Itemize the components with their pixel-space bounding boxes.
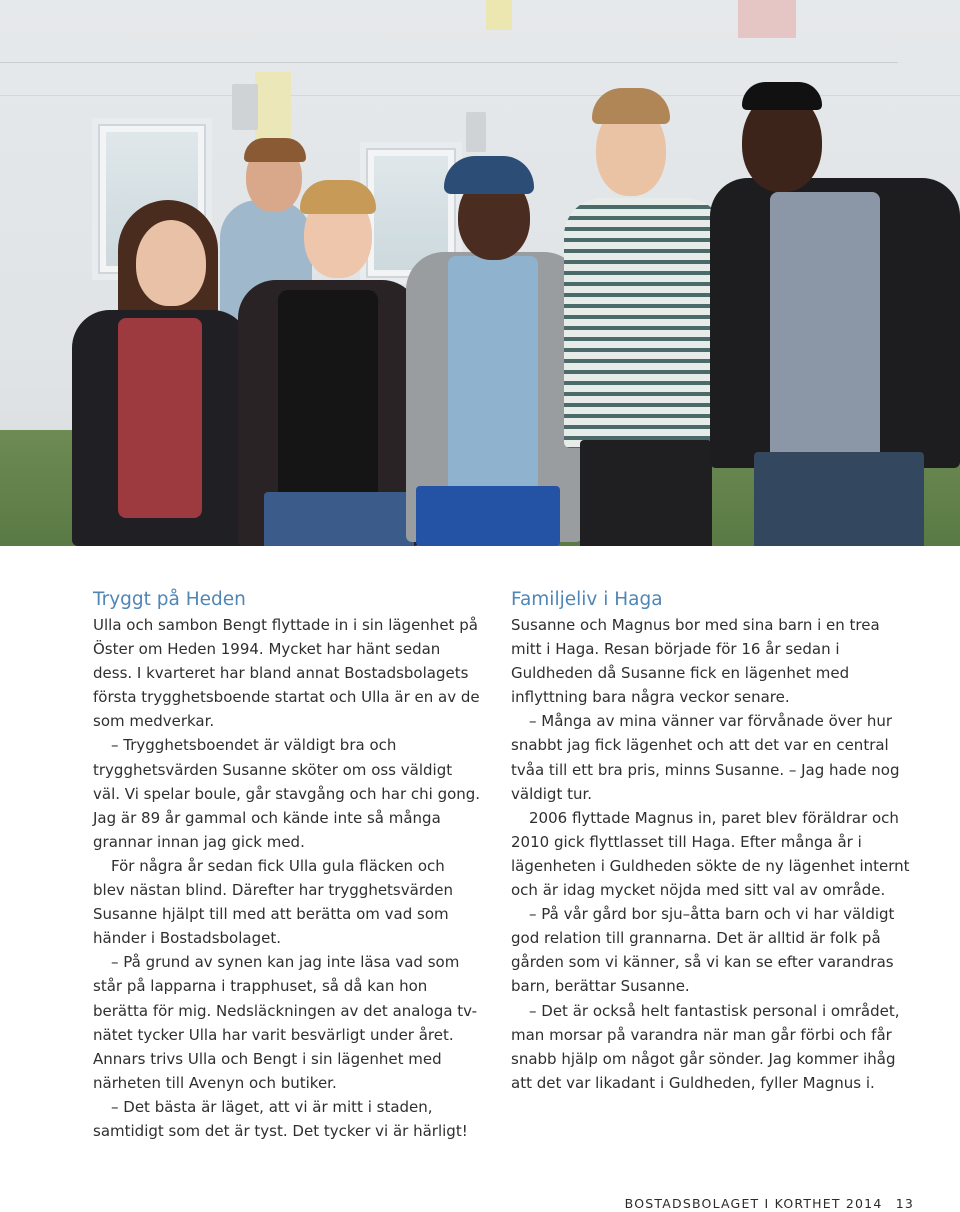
wall-lamp bbox=[466, 112, 486, 152]
wall-accent-yellow bbox=[486, 0, 512, 30]
paragraph: Ulla och sambon Bengt flyttade in i sin lägenhet på Öster om Heden 1994. Mycket har hänt sedan dess. I kvarteret har bland annat Bostadsbolagets första trygghetsboende startat och Ulla är en av de som medverkar. bbox=[93, 616, 480, 731]
paragraph: – På grund av synen kan jag inte läsa vad som står på lapparna i trapphuset, så då kan hon berätta för mig. Nedsläckningen av det analoga tv-nätet tycker Ulla har varit besvärligt under året. Annars trivs Ulla och Bengt i sin lägenhet med närheten till Avenyn och butiker. bbox=[93, 953, 478, 1092]
paragraph: 2006 flyttade Magnus in, paret blev föräldrar och 2010 gick flyttlasset till Haga. Efter många år i lägenheten i Guldheden sökte de ny lägenhet internt och är idag mycket nöjda med sitt val av område. bbox=[511, 808, 910, 900]
paragraph: Susanne och Magnus bor med sina barn i en trea mitt i Haga. Resan började för 16 år sedan i Guldheden då Susanne fick en lägenhet med inflyttning bara några veckor senare. bbox=[511, 616, 880, 707]
article-right bbox=[511, 588, 911, 1095]
page-number: 13 bbox=[895, 1196, 914, 1211]
paragraph: – Det är också helt fantastisk personal i området, man morsar på varandra när man går förbi och får snabb hjälp om något går sönder. Jag kommer ihåg att det var likadant i Guldheden, fyller Magnus i. bbox=[511, 1001, 900, 1092]
paragraph: – Många av mina vänner var förvånade över hur snabbt jag fick lägenhet och att det var en central tvåa till ett bra pris, minns Susanne. – Jag hade nog väldigt tur. bbox=[511, 712, 900, 803]
paragraph: – Det bästa är läget, att vi är mitt i staden, samtidigt som det är tyst. Det tycker vi är härligt! bbox=[93, 1097, 468, 1140]
wall-accent-pink bbox=[738, 0, 796, 38]
paragraph: – Trygghetsboendet är väldigt bra och trygghetsvärden Susanne sköter om oss väldigt väl. Vi spelar boule, går stavgång och har chi gong. Jag är 89 år gammal och kände inte så många grannar innan jag gick med. bbox=[93, 736, 481, 851]
paragraph: För några år sedan fick Ulla gula fläcken och blev nästan blind. Därefter har trygghetsvärden Susanne hjälpt till med att berätta om vad som händer i Bostadsbolaget. bbox=[93, 856, 453, 948]
publication-title: BOSTADSBOLAGET I KORTHET 2014 bbox=[624, 1196, 883, 1211]
heading-familjeliv-i-haga: Familjeliv i Haga bbox=[511, 589, 663, 610]
paragraph: – På vår gård bor sju–åtta barn och vi har väldigt god relation till grannarna. Det är alltid är folk på gården som vi känner, så vi kan se efter varandras barn, berättar Susanne. bbox=[511, 905, 895, 996]
heading-tryggt-pa-heden: Tryggt på Heden bbox=[93, 589, 246, 610]
wall-line bbox=[0, 62, 898, 63]
page-footer bbox=[625, 1196, 914, 1211]
wall-accent-yellow bbox=[255, 72, 291, 142]
wall-lamp bbox=[232, 84, 258, 130]
group-photo bbox=[0, 0, 960, 546]
article-left bbox=[93, 588, 481, 1143]
